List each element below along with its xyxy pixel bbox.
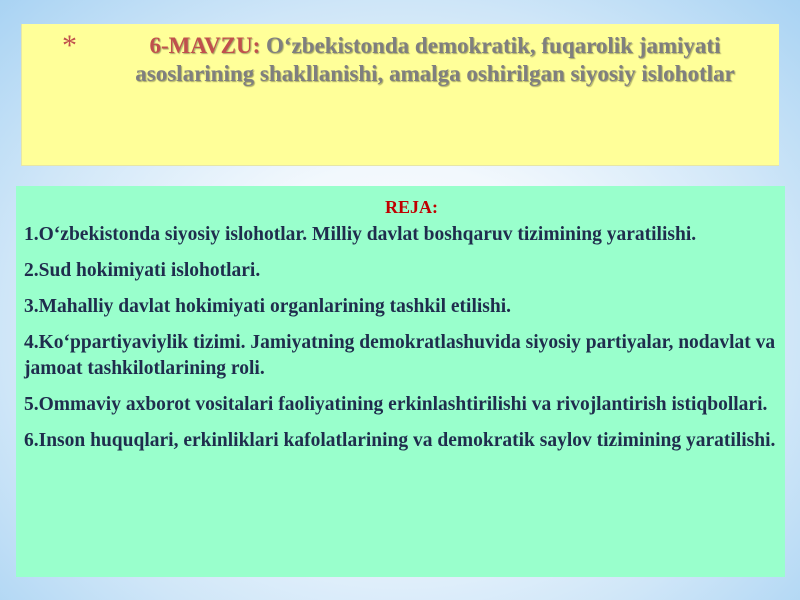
- topic-text: O‘zbekistonda demokratik, fuqarolik jamiyati asoslarining shakllanishi, amalga oshirilgan siyosiy islohotlar: [135, 33, 735, 86]
- plan-item-4: 4.Ko‘ppartiyaviylik tizimi. Jamiyatning demokratlashuvida siyosiy partiyalar, nodavlat va jamoat tashkilotlarining roli.: [24, 332, 776, 379]
- title-bullet: *: [62, 29, 77, 62]
- topic-label: 6-MAVZU:: [149, 33, 261, 58]
- plan-item-3: 3.Mahalliy davlat hokimiyati organlarining tashkil etilishi.: [24, 296, 512, 317]
- plan-item-5: 5.Ommaviy axborot vositalari faoliyatining erkinlashtirilishi va rivojlantirish istiqbollari.: [24, 394, 768, 415]
- title-box: [21, 24, 779, 166]
- plan-item-1: 1.O‘zbekistonda siyosiy islohotlar. Milliy davlat boshqaruv tizimining yaratilishi.: [24, 224, 697, 245]
- plan-item-6: 6.Inson huquqlari, erkinliklari kafolatlarining va demokratik saylov tizimining yaratilishi.: [24, 430, 776, 451]
- plan-item-2: 2.Sud hokimiyati islohotlari.: [24, 260, 261, 281]
- plan-heading: REJA:: [385, 197, 438, 217]
- plan-box: [16, 186, 785, 577]
- slide-title: [100, 32, 770, 88]
